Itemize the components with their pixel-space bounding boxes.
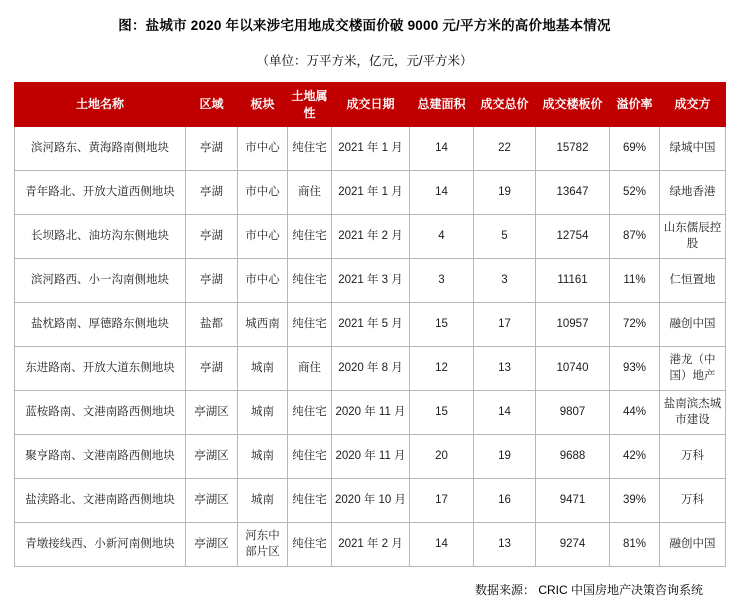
column-header-buyer: 成交方 [660,83,726,127]
cell-date: 2021 年 2 月 [332,523,410,567]
table-row [15,215,726,259]
column-header-area: 区域 [186,83,238,127]
cell-total-area: 14 [410,127,474,171]
cell-total-area: 14 [410,523,474,567]
cell-date: 2020 年 10 月 [332,479,410,523]
cell-premium-rate: 11% [610,259,660,303]
cell-floor-price: 10957 [536,303,610,347]
cell-buyer: 万科 [660,435,726,479]
cell-total-area: 12 [410,347,474,391]
cell-area: 亭湖 [186,215,238,259]
cell-premium-rate: 93% [610,347,660,391]
cell-name: 青墩接线西、小新河南侧地块 [15,523,186,567]
cell-attribute: 纯住宅 [288,479,332,523]
cell-area: 亭湖区 [186,479,238,523]
table-row [15,523,726,567]
cell-plate: 城南 [238,479,288,523]
cell-total-price: 16 [474,479,536,523]
column-header-name: 土地名称 [15,83,186,127]
cell-total-price: 19 [474,171,536,215]
cell-buyer: 盐南滨杰城市建设 [660,391,726,435]
cell-plate: 城南 [238,347,288,391]
cell-date: 2021 年 5 月 [332,303,410,347]
cell-buyer: 融创中国 [660,303,726,347]
cell-name: 盐渎路北、文港南路西侧地块 [15,479,186,523]
table-body [15,127,726,567]
table-row [15,435,726,479]
cell-date: 2021 年 1 月 [332,171,410,215]
cell-premium-rate: 87% [610,215,660,259]
table-row [15,259,726,303]
table-header [15,83,726,127]
column-header-total-area: 总建面积 [410,83,474,127]
cell-attribute: 纯住宅 [288,391,332,435]
cell-premium-rate: 81% [610,523,660,567]
cell-attribute: 纯住宅 [288,215,332,259]
cell-total-area: 15 [410,303,474,347]
cell-area: 亭湖区 [186,391,238,435]
cell-buyer: 绿城中国 [660,127,726,171]
cell-name: 长坝路北、油坊沟东侧地块 [15,215,186,259]
cell-floor-price: 10740 [536,347,610,391]
cell-premium-rate: 44% [610,391,660,435]
cell-name: 滨河路东、黄海路南侧地块 [15,127,186,171]
cell-floor-price: 9471 [536,479,610,523]
table-container [0,82,729,567]
cell-total-price: 3 [474,259,536,303]
column-header-attribute: 土地属性 [288,83,332,127]
data-source-note: 数据来源： CRIC 中国房地产决策咨询系统 [474,583,703,597]
cell-total-area: 14 [410,171,474,215]
cell-attribute: 纯住宅 [288,127,332,171]
cell-area: 亭湖区 [186,523,238,567]
cell-area: 亭湖区 [186,435,238,479]
table-row [15,347,726,391]
table-header-row [15,83,726,127]
column-header-floor-price: 成交楼板价 [536,83,610,127]
table-row [15,303,726,347]
cell-name: 青年路北、开放大道西侧地块 [15,171,186,215]
cell-area: 亭湖 [186,127,238,171]
cell-total-price: 17 [474,303,536,347]
cell-date: 2020 年 8 月 [332,347,410,391]
cell-area: 亭湖 [186,171,238,215]
cell-date: 2021 年 2 月 [332,215,410,259]
cell-total-area: 4 [410,215,474,259]
cell-floor-price: 11161 [536,259,610,303]
cell-total-price: 14 [474,391,536,435]
cell-plate: 市中心 [238,215,288,259]
table-row [15,391,726,435]
cell-total-price: 5 [474,215,536,259]
cell-area: 亭湖 [186,347,238,391]
cell-premium-rate: 69% [610,127,660,171]
cell-attribute: 纯住宅 [288,435,332,479]
land-transaction-table [14,82,726,567]
cell-area: 盐都 [186,303,238,347]
cell-date: 2021 年 3 月 [332,259,410,303]
cell-floor-price: 9807 [536,391,610,435]
cell-total-area: 20 [410,435,474,479]
column-header-total-price: 成交总价 [474,83,536,127]
cell-name: 蓝桉路南、文港南路西侧地块 [15,391,186,435]
cell-attribute: 商住 [288,171,332,215]
cell-total-area: 17 [410,479,474,523]
cell-floor-price: 15782 [536,127,610,171]
cell-plate: 市中心 [238,127,288,171]
cell-plate: 市中心 [238,171,288,215]
cell-buyer: 港龙（中国）地产 [660,347,726,391]
cell-plate: 城西南 [238,303,288,347]
cell-buyer: 万科 [660,479,726,523]
cell-date: 2021 年 1 月 [332,127,410,171]
cell-premium-rate: 42% [610,435,660,479]
cell-total-price: 22 [474,127,536,171]
cell-name: 聚亨路南、文港南路西侧地块 [15,435,186,479]
cell-total-price: 13 [474,347,536,391]
page-subtitle: （单位：万平方米，亿元，元/平方米） [256,54,473,68]
cell-floor-price: 13647 [536,171,610,215]
cell-premium-rate: 72% [610,303,660,347]
cell-total-area: 3 [410,259,474,303]
cell-name: 盐枕路南、厚德路东侧地块 [15,303,186,347]
cell-plate: 城南 [238,391,288,435]
cell-attribute: 纯住宅 [288,523,332,567]
cell-buyer: 山东儒辰控股 [660,215,726,259]
cell-buyer: 融创中国 [660,523,726,567]
cell-plate: 河东中部片区 [238,523,288,567]
cell-name: 东进路南、开放大道东侧地块 [15,347,186,391]
table-row [15,479,726,523]
cell-total-price: 13 [474,523,536,567]
page-title: 图：盐城市 2020 年以来涉宅用地成交楼面价破 9000 元/平方米的高价地基本情况 [118,18,611,33]
cell-total-price: 19 [474,435,536,479]
cell-premium-rate: 52% [610,171,660,215]
column-header-plate: 板块 [238,83,288,127]
cell-name: 滨河路西、小一沟南侧地块 [15,259,186,303]
cell-floor-price: 9274 [536,523,610,567]
cell-premium-rate: 39% [610,479,660,523]
column-header-date: 成交日期 [332,83,410,127]
cell-buyer: 仁恒置地 [660,259,726,303]
cell-plate: 市中心 [238,259,288,303]
cell-plate: 城南 [238,435,288,479]
cell-attribute: 商住 [288,347,332,391]
cell-area: 亭湖 [186,259,238,303]
cell-buyer: 绿地香港 [660,171,726,215]
column-header-premium-rate: 溢价率 [610,83,660,127]
cell-attribute: 纯住宅 [288,259,332,303]
cell-total-area: 15 [410,391,474,435]
table-row [15,171,726,215]
cell-floor-price: 12754 [536,215,610,259]
table-row [15,127,726,171]
cell-date: 2020 年 11 月 [332,391,410,435]
cell-floor-price: 9688 [536,435,610,479]
cell-date: 2020 年 11 月 [332,435,410,479]
cell-attribute: 纯住宅 [288,303,332,347]
